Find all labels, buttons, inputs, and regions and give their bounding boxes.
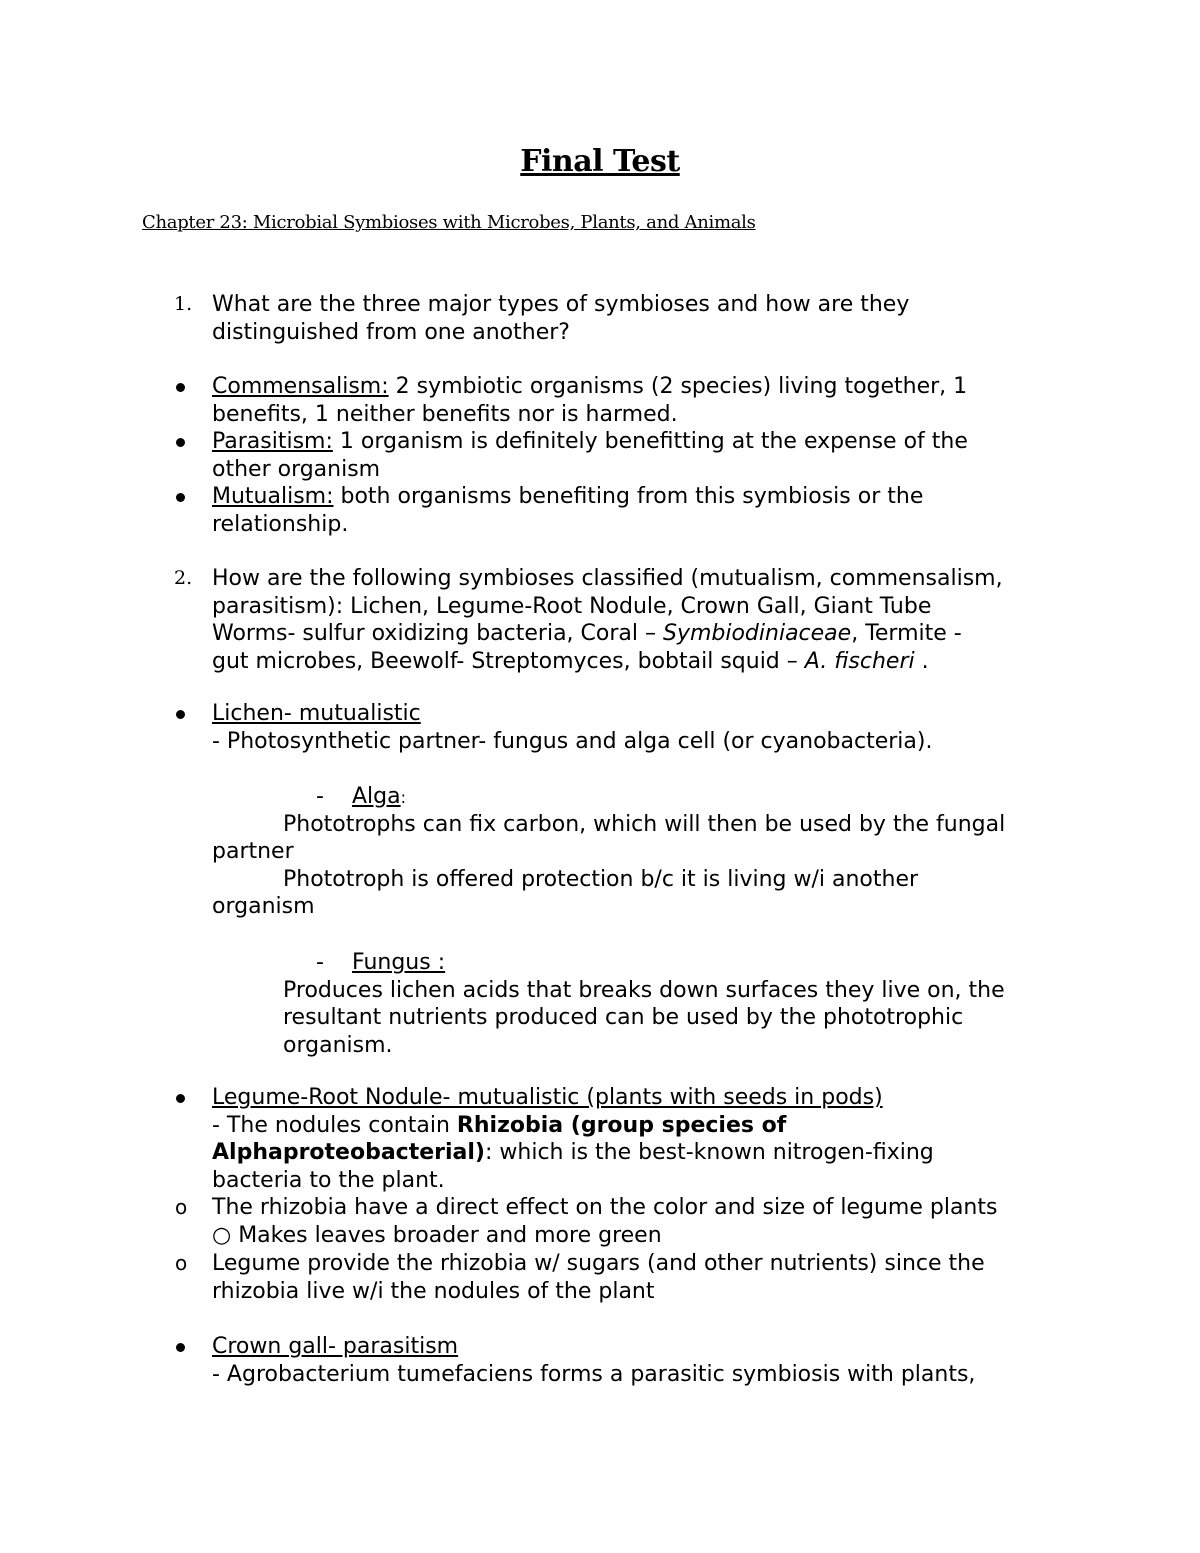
sub-text: The rhizobia have a direct effect on the color and size of legume plants (212, 1195, 998, 1220)
sub-text: resultant nutrients produced can be used by the phototrophic (283, 1005, 964, 1030)
term: Commensalism: (212, 374, 389, 399)
question-number: 2. (174, 567, 193, 589)
chapter-heading: Chapter 23: Microbial Symbioses with Microbes, Plants, and Animals (142, 212, 756, 233)
page-title: Final Test (520, 144, 680, 179)
sub-text: rhizobia live w/i the nodules of the plant (212, 1278, 655, 1304)
section-text: - Photosynthetic partner- fungus and alga cell (or cyanobacteria). (212, 728, 933, 754)
section-text: : which is the best-known nitrogen-fixing (485, 1140, 934, 1165)
dash-marker: - (316, 950, 324, 975)
sub-text: Legume provide the rhizobia w/ sugars (and other nutrients) since the (212, 1251, 985, 1276)
bullet-parasitism (212, 428, 1072, 483)
sub-text: Phototroph is offered protection b/c it is living w/i another (283, 866, 919, 892)
bullet-crown-gall (212, 1333, 1072, 1388)
sub-text: partner (212, 839, 294, 864)
section-text: bacteria to the plant. (212, 1167, 445, 1193)
sub-text: Produces lichen acids that breaks down surfaces they live on, the (283, 977, 1005, 1003)
sub-heading: Fungus : (352, 950, 446, 975)
bullet-icon (176, 493, 185, 502)
sub-heading: Alga (352, 784, 401, 809)
bullet-icon (176, 1343, 185, 1352)
definition: both organisms benefiting from this symbiosis or the (333, 484, 924, 509)
sub-bullet-rhizobia-effect (175, 1194, 1072, 1249)
bullet-icon (176, 438, 185, 447)
term: Parasitism: (212, 429, 333, 454)
hollow-bullet-icon: o (175, 1251, 188, 1275)
dash-marker: - (316, 784, 324, 809)
question-text: What are the three major types of symbioses and how are they (212, 292, 910, 317)
sub-alga (212, 783, 1072, 921)
definition: 1 organism is definitely benefitting at the expense of the (332, 429, 968, 454)
section-heading: Legume-Root Nodule- mutualistic (plants with seeds in pods) (212, 1085, 883, 1110)
italic-term: Symbiodiniaceae (662, 621, 852, 646)
colon: : (400, 788, 406, 807)
term: Mutualism: (212, 484, 334, 509)
section-heading: Lichen- mutualistic (212, 701, 421, 726)
bullet-lichen (212, 700, 1072, 755)
section-text: - Agrobacterium tumefaciens forms a parasitic symbiosis with plants, (212, 1361, 976, 1387)
definition: benefits, 1 neither benefits nor is harmed. (212, 401, 678, 427)
bold-term: Alphaproteobacterial) (212, 1140, 485, 1165)
question-text: gut microbes, Beewolf- Streptomyces, bobtail squid – (212, 648, 805, 674)
sub-text: ○ Makes leaves broader and more green (212, 1222, 662, 1248)
sub-text: organism (212, 894, 315, 919)
question-text: distinguished from one another? (212, 319, 570, 345)
bullet-legume (212, 1084, 1072, 1194)
definition: 2 symbiotic organisms (2 species) living together, 1 (388, 374, 968, 399)
hollow-bullet-icon: o (175, 1195, 188, 1219)
question-number: 1. (174, 293, 193, 315)
bullet-icon (176, 710, 185, 719)
question-2 (174, 565, 1072, 675)
question-text: parasitism): Lichen, Legume-Root Nodule, Crown Gall, Giant Tube (212, 593, 932, 619)
definition: relationship. (212, 511, 349, 537)
section-text: - The nodules contain (212, 1112, 457, 1138)
italic-term: A. fischeri (804, 648, 915, 674)
definition: other organism (212, 456, 381, 482)
bullet-icon (176, 383, 185, 392)
question-text: , Termite - (851, 621, 962, 646)
question-text: . (914, 648, 929, 674)
question-text: Worms- sulfur oxidizing bacteria, Coral – (212, 621, 663, 646)
bullet-mutualism (212, 483, 1072, 538)
sub-fungus (212, 949, 1072, 1059)
sub-bullet-legume-sugars (175, 1250, 1072, 1305)
bullet-icon (176, 1094, 185, 1103)
sub-text: organism. (283, 1032, 393, 1058)
section-heading: Crown gall- parasitism (212, 1334, 459, 1359)
question-text: How are the following symbioses classified (mutualism, commensalism, (212, 566, 1003, 591)
bold-term: Rhizobia (group species of (456, 1112, 787, 1138)
sub-text: Phototrophs can fix carbon, which will then be used by the fungal (283, 811, 1006, 837)
bullet-commensalism (212, 373, 1072, 428)
question-1 (174, 291, 1072, 346)
